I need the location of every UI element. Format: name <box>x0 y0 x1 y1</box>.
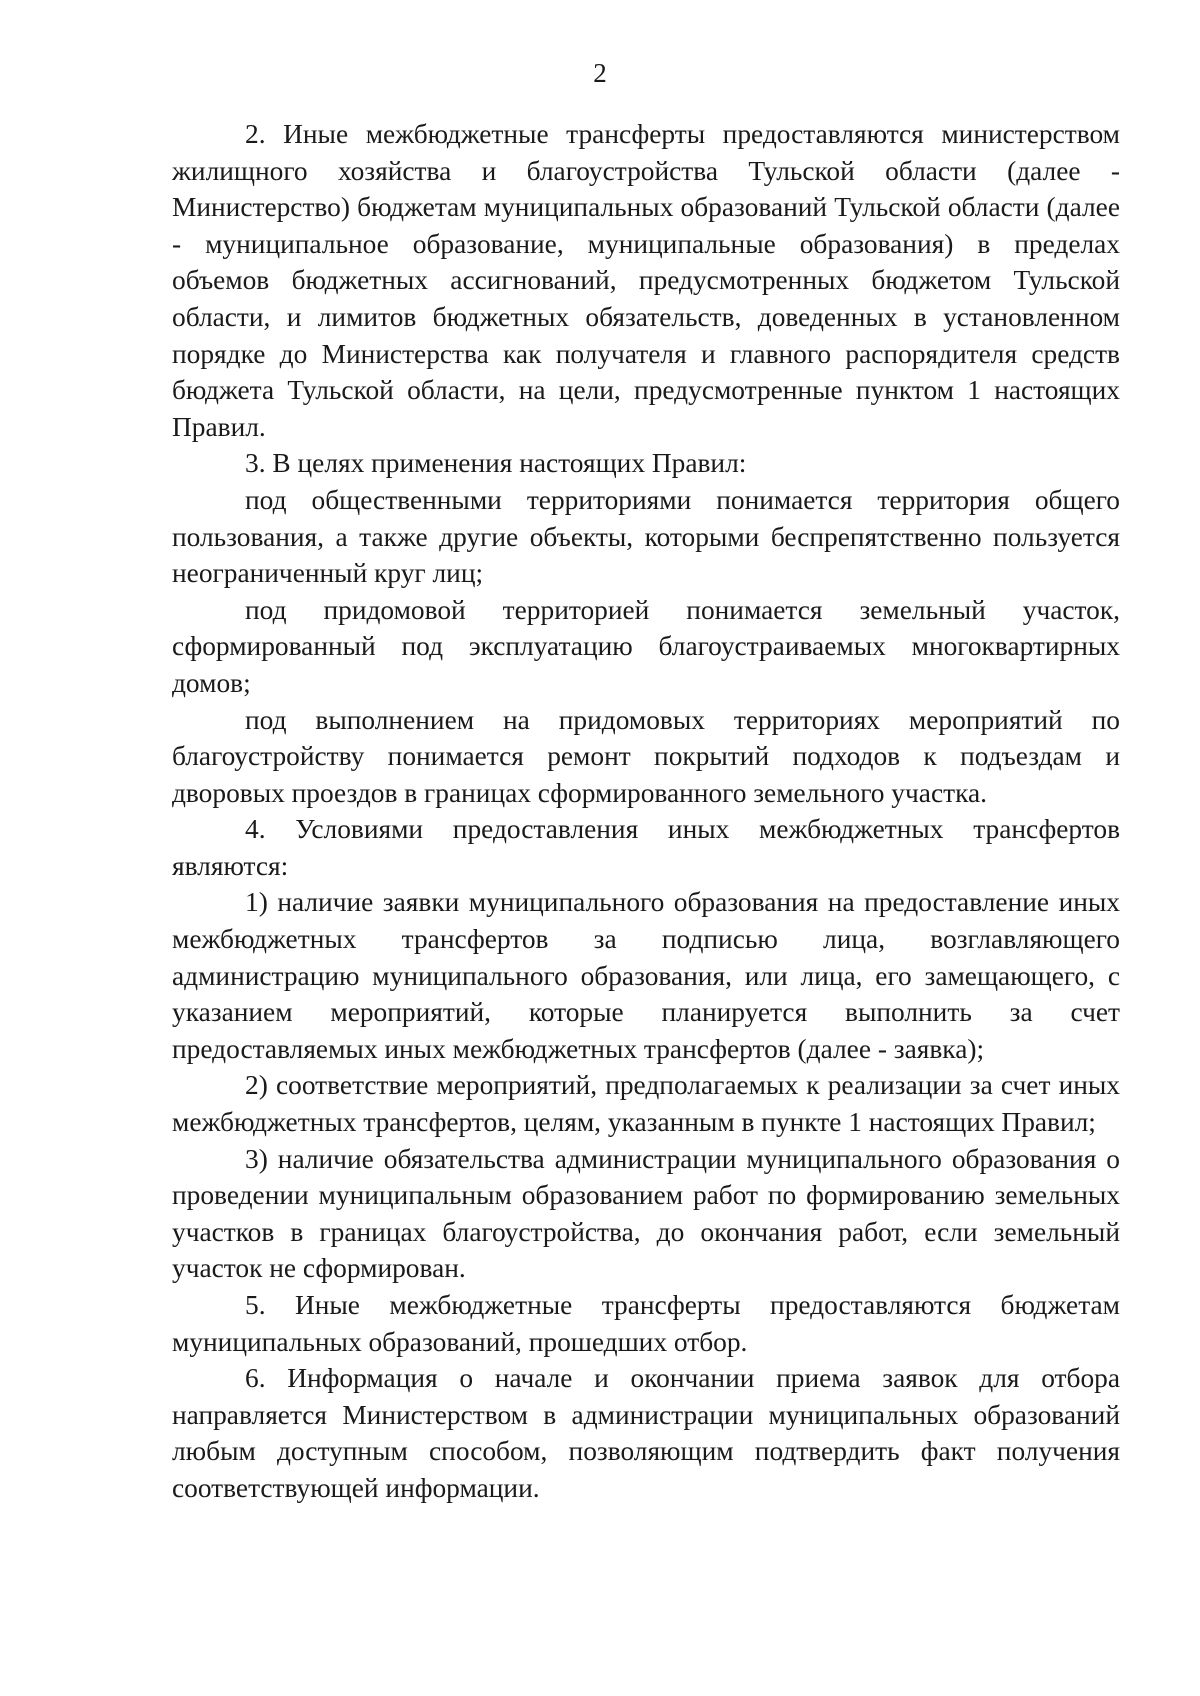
paragraph-improvement-measures: под выполнением на придомовых территориях мероприятий по благоустройству понимается ремонт покрытий подходов к подъездам и дворовых проездов в границах сформированного земельного участка. <box>172 704 1120 808</box>
paragraph-condition-2: 2) соответствие мероприятий, предполагаемых к реализации за счет иных межбюджетных трансфертов, целям, указанным в пункте 1 настоящих Правил; <box>172 1070 1120 1138</box>
paragraph-condition-1: 1) наличие заявки муниципального образования на предоставление иных межбюджетных трансфертов за подписью лица, возглавляющего администрацию муниципального образования, или лица, его замещающего, с указанием мероприятий, которые планируется выполнить за счет предоставляемых иных межбюджетных трансфертов (далее - заявка); <box>172 887 1120 1064</box>
paragraph-public-territories: под общественными территориями понимается территория общего пользования, а также другие объекты, которыми беспрепятственно пользуется неограниченный круг лиц; <box>172 484 1120 589</box>
paragraph-item-4: 4. Условиями предоставления иных межбюджетных трансфертов являются: <box>172 814 1120 881</box>
paragraph-item-3: 3. В целях применения настоящих Правил: <box>245 448 747 479</box>
paragraph-adjacent-territory: под придомовой территорией понимается земельный участок, сформированный под эксплуатацию благоустраиваемых многоквартирных домов; <box>172 594 1120 698</box>
paragraph-item-2: 2. Иные межбюджетные трансферты предоставляются министерством жилищного хозяйства и благоустройства Тульской области (далее - Министерство) бюджетам муниципальных образований Тульской области (далее - муниципальное образование, муниципальные образования) в пределах объемов бюджетных ассигнований, предусмотренных бюджетом Тульской области, и лимитов бюджетных обязательств, доведенных в установленном порядке до Министерства как получателя и главного распорядителя средств бюджета Тульской области, на цели, предусмотренные пунктом 1 настоящих Правил. <box>172 119 1120 442</box>
paragraph-condition-3: 3) наличие обязательства администрации муниципального образования о проведении муниципальным образованием работ по формированию земельных участков в границах благоустройства, до окончания работ, если земельный участок не сформирован. <box>172 1143 1120 1284</box>
document-body <box>172 116 1120 1507</box>
page-number: 2 <box>593 58 607 88</box>
paragraph-item-6: 6. Информация о начале и окончании приема заявок для отбора направляется Министерством в администрации муниципальных образований любым доступным способом, позволяющим подтвердить факт получения соответствующей информации. <box>172 1363 1120 1503</box>
paragraph-item-5: 5. Иные межбюджетные трансферты предоставляются бюджетам муниципальных образований, прошедших отбор. <box>172 1290 1120 1357</box>
